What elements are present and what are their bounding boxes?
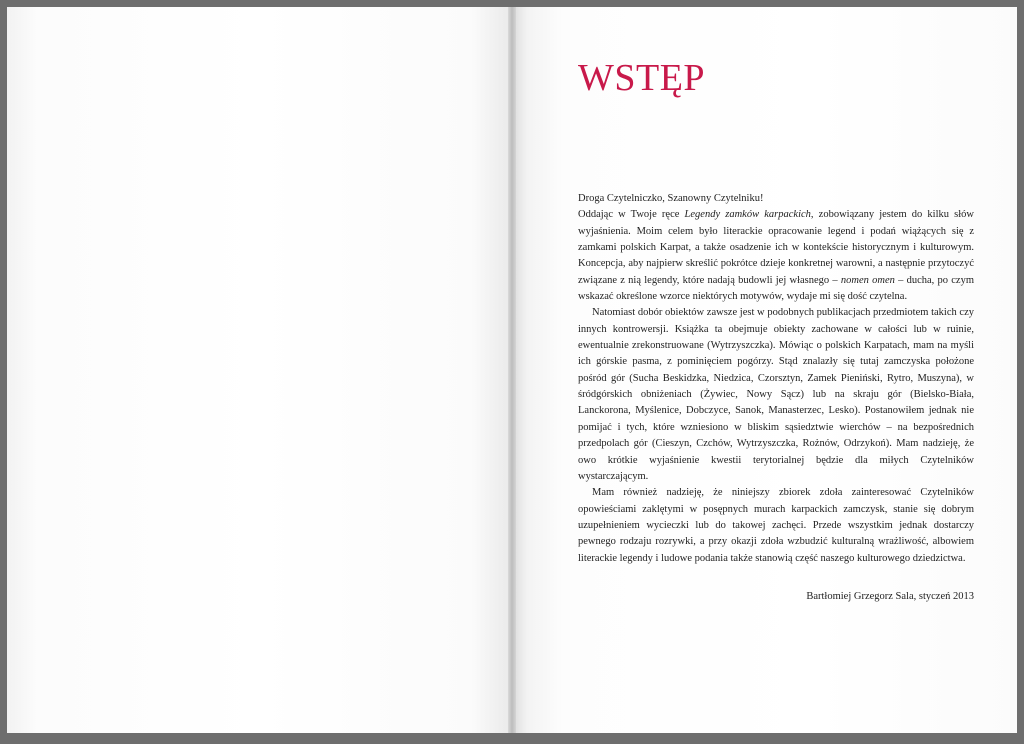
greeting: Droga Czytelniczko, Szanowny Czytelniku! (578, 193, 764, 204)
chapter-title: WSTĘP (578, 57, 706, 99)
book-title-italic: Legendy zamków karpackich (684, 209, 811, 221)
paragraph-2: Natomiast dobór obiektów zawsze jest w podobnych publikacjach przedmiotem takich czy innych kontrowersji. Książka ta obejmuje obiekty zachowane w całości lub w ruinie, ewentualnie zrekonstruowane (Wytrzyszczka). Mówiąc o polskich Karpatach, mam na myśli ich górskie pasma, z pominięciem pogórzy. Stąd znalazły się tutaj zamczyska położone pośród gór (Sucha Beskidzka, Niedzica, Czorsztyn, Zamek Pieniński, Rytro, Muszyna), w śródgórskich obniżeniach (Żywiec, Nowy Sącz) lub na skraju gór (Bielsko-Biała, Lanckorona, Myślenice, Dobczyce, Sanok, Manasterzec, Lesko). Postanowiłem jednak nie pomijać i tych, które wzniesiono w bliskim sąsiedztwie wierchów – na bezpośrednich przedpolach gór (Cieszyn, Czchów, Wytrzyszczka, Rożnów, Odrzykoń). Mam nadzieję, że owo krótkie wyjaśnienie kwestii terytorialnej będzie dla miłych Czytelników wystarczającym. (578, 307, 974, 482)
book-gutter (508, 7, 516, 733)
paragraph-1-text-c: – ducha, po czym wskazać określone wzorce niektórych motywów, wydaje mi się dość czytelna. (578, 274, 975, 303)
paragraph-1-text-b: , zobowiązany jestem do kilku słów wyjaśnienia. Moim celem było literackie opracowanie legend i podań wiążących się z zamkami polskich Karpat, a także osadzenie ich w kontekście historycznym i kulturowym. Koncepcja, aby najpierw skreślić pokrótce dzieje konkretnej warowni, a następnie przytoczyć związane z nią legendy, które nadają budowli jej własnego – (578, 209, 974, 286)
author-signature: Bartłomiej Grzegorz Sala, styczeń 2013 (806, 591, 974, 602)
paragraph-1 (578, 207, 974, 305)
left-page (7, 7, 512, 733)
nomen-omen-italic: nomen omen (840, 274, 895, 286)
paragraph-1-text-a: Oddając w Twoje ręce (578, 209, 685, 221)
paragraph-3: Mam również nadzieję, że niniejszy zbiorek zdoła zainteresować Czytelników opowieściami zaklętymi w posępnych murach karpackich zamczysk, stanie się dobrym uzupełnieniem wycieczki lub do takowej zachęci. Przede wszystkim jednak dostarczy pewnego rodzaju rozrywki, a przy okazji zdoła wzbudzić kulturalną wrażliwość, albowiem literackie legendy i ludowe podania także stanowią część naszego kulturowego dziedzictwa. (578, 487, 974, 564)
introduction-body (578, 191, 974, 567)
